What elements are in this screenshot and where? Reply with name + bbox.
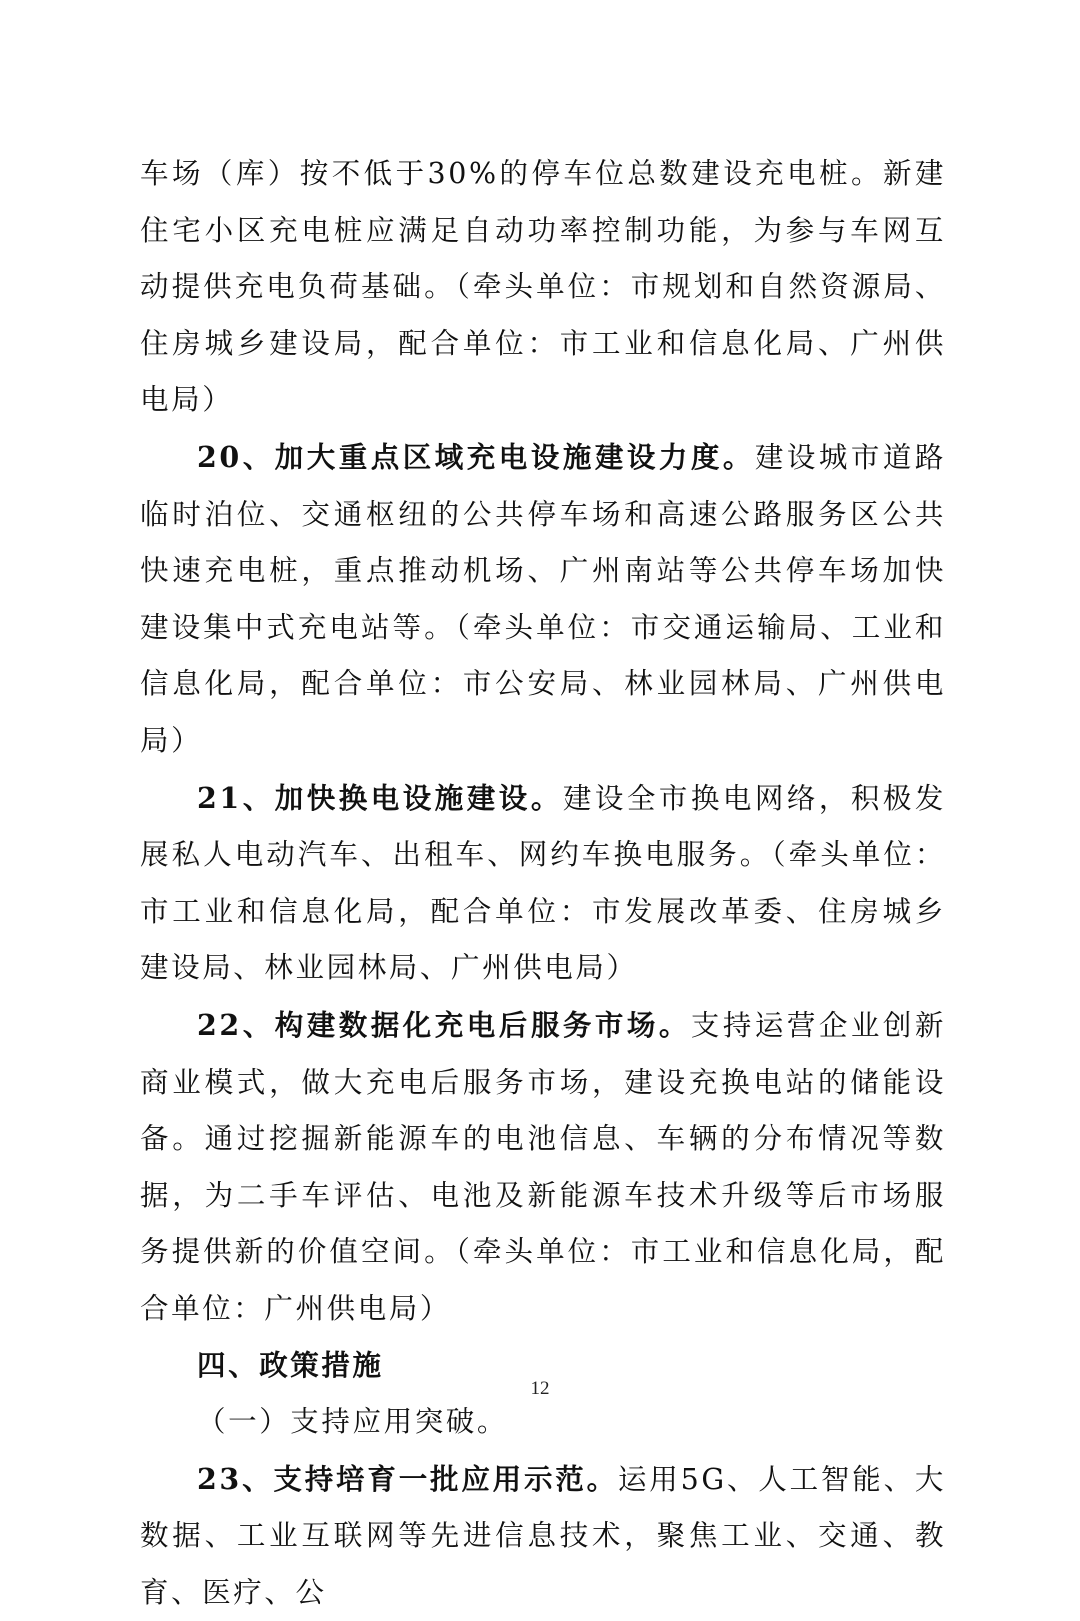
item-21-text: 建设全市换电网络，积极发展私人电动汽车、出租车、网约车换电服务。（牵头单位：市工业和信息化局，配合单位：市发展改革委、住房城乡建设局、林业园林局、广州供电局） — [140, 781, 946, 985]
item-22-text: 支持运营企业创新商业模式，做大充电后服务市场，建设充换电站的储能设备。通过挖掘新能源车的电池信息、车辆的分布情况等数据，为二手车评估、电池及新能源车技术升级等后市场服务提供新的价值空间。（牵头单位：市工业和信息化局，配合单位：广州供电局） — [140, 1008, 946, 1325]
subsection-heading: （一）支持应用突破。 — [197, 1405, 509, 1439]
paragraph-item-23 — [140, 1451, 946, 1621]
item-22-title: 22、构建数据化充电后服务市场。 — [197, 1007, 691, 1042]
paragraph-parking-chargers — [140, 146, 946, 429]
paragraph-text: 车场（库）按不低于30%的停车位总数建设充电桩。新建住宅小区充电桩应满足自动功率控制功能，为参与车网互动提供充电负荷基础。（牵头单位：市规划和自然资源局、住房城乡建设局，配合单位：市工业和信息化局、广州供电局） — [140, 157, 946, 417]
paragraph-item-22 — [140, 997, 946, 1338]
item-20-text: 建设城市道路临时泊位、交通枢纽的公共停车场和高速公路服务区公共快速充电桩，重点推动机场、广州南站等公共停车场加快建设集中式充电站等。（牵头单位：市交通运输局、工业和信息化局，配合单位：市公安局、林业园林局、广州供电局） — [140, 440, 946, 757]
paragraph-item-20 — [140, 429, 946, 770]
page-number: 12 — [530, 1378, 550, 1399]
item-23-text: 运用5G、人工智能、大数据、工业互联网等先进信息技术，聚焦工业、交通、教育、医疗、公 — [140, 1462, 947, 1609]
section-heading: 四、政策措施 — [197, 1348, 384, 1383]
item-23-title: 23、支持培育一批应用示范。 — [197, 1461, 618, 1496]
item-21-title: 21、加快换电设施建设。 — [197, 780, 563, 815]
paragraph-item-21 — [140, 770, 946, 997]
item-20-title: 20、加大重点区域充电设施建设力度。 — [197, 439, 755, 474]
